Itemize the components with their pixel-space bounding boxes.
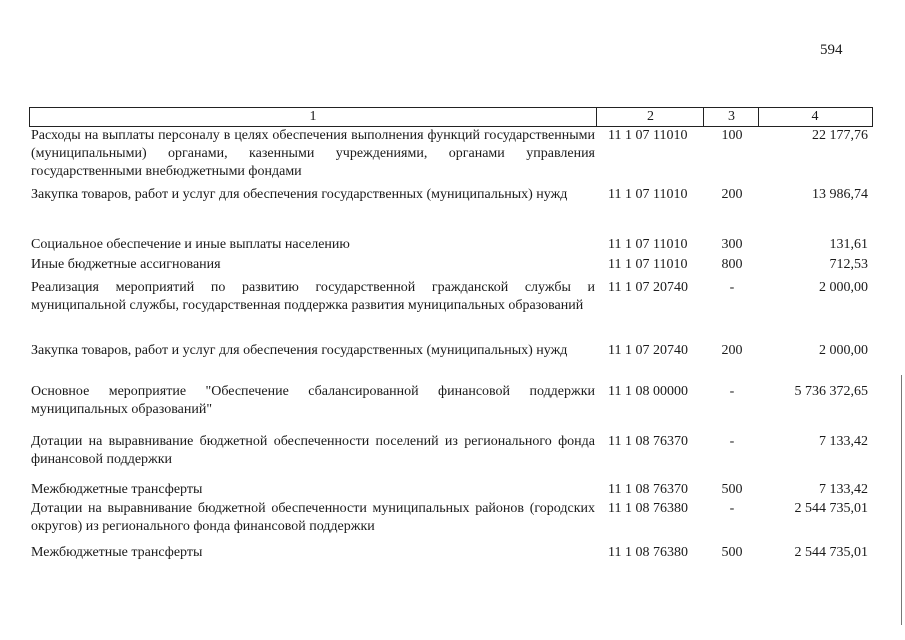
column-header-1: 1 [309, 109, 317, 124]
row-expense-type: 300 [721, 237, 743, 252]
row-code: 11 1 07 20740 [608, 280, 688, 295]
row-description: Иные бюджетные ассигнования [31, 257, 221, 272]
row-description: Социальное обеспечение и иные выплаты населению [31, 237, 350, 252]
row-expense-type: - [729, 501, 735, 516]
row-description: Закупка товаров, работ и услуг для обеспечения государственных (муниципальных) нужд [31, 187, 568, 202]
row-expense-type: - [729, 384, 735, 399]
row-amount: 712,53 [829, 257, 868, 272]
row-amount: 13 986,74 [812, 187, 868, 202]
row-description: Дотации на выравнивание бюджетной обеспеченности поселений из регионального фонда финансовой поддержки [31, 434, 595, 467]
row-code: 11 1 07 11010 [608, 237, 688, 252]
row-amount: 2 544 735,01 [794, 545, 868, 560]
row-amount: 131,61 [829, 237, 868, 252]
row-amount: 22 177,76 [812, 128, 868, 143]
row-expense-type: - [729, 434, 735, 449]
row-expense-type: 200 [721, 343, 743, 358]
column-header-3: 3 [703, 108, 759, 126]
row-description: Реализация мероприятий по развитию государственной гражданской службы и муниципальной службы, государственная поддержка развития муниципальных образований [31, 280, 595, 313]
row-code: 11 1 08 76370 [608, 482, 688, 497]
row-description: Основное мероприятие "Обеспечение сбалансированной финансовой поддержки муниципальных образований" [31, 384, 595, 417]
row-code: 11 1 08 00000 [608, 384, 688, 399]
row-amount: 2 544 735,01 [794, 501, 868, 516]
row-expense-type: 800 [721, 257, 743, 272]
row-code: 11 1 08 76380 [608, 501, 688, 516]
row-amount: 2 000,00 [819, 343, 868, 358]
row-expense-type: 200 [721, 187, 743, 202]
row-code: 11 1 07 11010 [608, 187, 688, 202]
page-number: 594 [820, 42, 843, 58]
row-code: 11 1 07 11010 [608, 257, 688, 272]
row-description: Расходы на выплаты персоналу в целях обеспечения выполнения функций государственными (муниципальными) органами, казенными учреждениями, органами управления государственными внебюджетными фондами [31, 128, 595, 179]
scan-edge-line [901, 375, 902, 625]
row-expense-type: - [729, 280, 735, 295]
row-description: Межбюджетные трансферты [31, 545, 203, 560]
row-expense-type: 500 [721, 482, 743, 497]
row-expense-type: 500 [721, 545, 743, 560]
column-header-4: 4 [758, 108, 871, 126]
row-code: 11 1 08 76370 [608, 434, 688, 449]
row-code: 11 1 07 20740 [608, 343, 688, 358]
column-header-2: 2 [596, 108, 704, 126]
row-description: Дотации на выравнивание бюджетной обеспеченности муниципальных районов (городских округов) из регионального фонда финансовой поддержки [31, 501, 595, 534]
row-description: Межбюджетные трансферты [31, 482, 203, 497]
row-amount: 5 736 372,65 [794, 384, 868, 399]
row-expense-type: 100 [721, 128, 743, 143]
row-amount: 7 133,42 [819, 482, 868, 497]
row-description: Закупка товаров, работ и услуг для обеспечения государственных (муниципальных) нужд [31, 343, 568, 358]
row-code: 11 1 07 11010 [608, 128, 688, 143]
row-code: 11 1 08 76380 [608, 545, 688, 560]
row-amount: 7 133,42 [819, 434, 868, 449]
row-amount: 2 000,00 [819, 280, 868, 295]
table-header [29, 107, 873, 127]
